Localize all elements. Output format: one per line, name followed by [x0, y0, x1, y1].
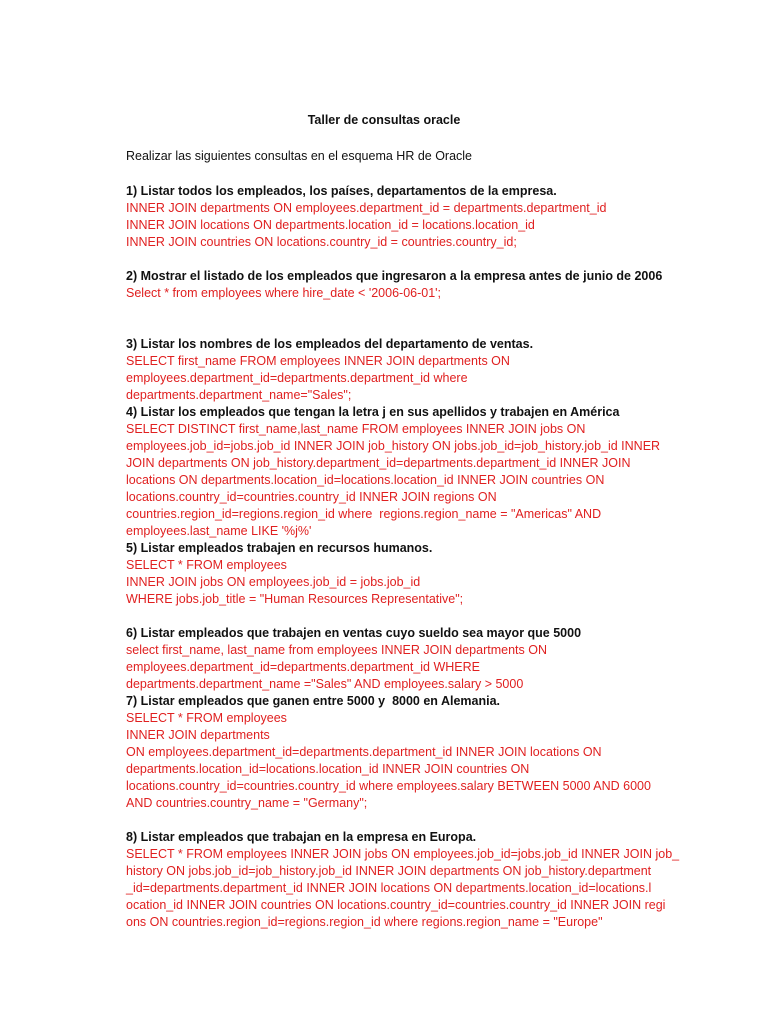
question-6: 6) Listar empleados que trabajen en ventas cuyo sueldo sea mayor que 5000 — [126, 626, 582, 640]
sql-answer-8: SELECT * FROM employees INNER JOIN jobs ON employees.job_id=jobs.job_id INNER JOIN job_ history ON jobs.job_id=job_history.job_id INNER JOIN departments ON job_history.department _id=departments.department_id INNER JOIN locations ON departments.location_id=locations.l ocation_id INNER JOIN countries ON locations.country_id=countries.country_id INNER JOIN regi ons ON countries.region_id=regions.region_id where regions.region_name = "Europe" — [126, 847, 680, 929]
question-8: 8) Listar empleados que trabajan en la empresa en Europa. — [126, 830, 477, 844]
question-1: 1) Listar todos los empleados, los países, departamentos de la empresa. — [126, 184, 557, 198]
spacer — [126, 608, 708, 625]
question-7: 7) Listar empleados que ganen entre 5000 y 8000 en Alemania. — [126, 694, 500, 708]
sql-answer-3: SELECT first_name FROM employees INNER JOIN departments ON employees.department_id=departments.department_id where departments.department_name="Sales"; — [126, 354, 510, 402]
spacer — [126, 251, 708, 268]
sql-answer-7: SELECT * FROM employees INNER JOIN departments ON employees.department_id=departments.department_id INNER JOIN locations ON departments.location_id=locations.location_id INNER JOIN countries ON locations.country_id=countries.country_id where employees.salary BETWEEN 5000 AND 6000 AND countries.country_name = "Germany"; — [126, 711, 651, 810]
question-2: 2) Mostrar el listado de los empleados que ingresaron a la empresa antes de junio de 2006 — [126, 269, 663, 283]
sql-answer-4: SELECT DISTINCT first_name,last_name FROM employees INNER JOIN jobs ON employees.job_id=jobs.job_id INNER JOIN job_history ON jobs.job_id=job_history.job_id INNER JOIN departments ON job_history.department_id=departments.department_id INNER JOIN locations ON departments.location_id=locations.location_id INNER JOIN countries ON locations.country_id=countries.country_id INNER JOIN regions ON countries.region_id=regions.region_id where regions.region_name = "Americas" AND employees.last_name LIKE '%j%' — [126, 422, 661, 538]
document-title: Taller de consultas oracle — [307, 113, 461, 127]
sql-answer-2: Select * from employees where hire_date < '2006-06-01'; — [126, 286, 442, 300]
question-3: 3) Listar los nombres de los empleados del departamento de ventas. — [126, 337, 534, 351]
sql-answer-1: INNER JOIN departments ON employees.department_id = departments.department_id INNER JOIN locations ON departments.location_id = locations.location_id INNER JOIN countries ON locations.country_id = countries.country_id; — [126, 201, 607, 249]
sql-answer-6: select first_name, last_name from employees INNER JOIN departments ON employees.department_id=departments.department_id WHERE departments.department_name ="Sales" AND employees.salary > 5000 — [126, 643, 547, 691]
question-5: 5) Listar empleados trabajen en recursos humanos. — [126, 541, 433, 555]
document-intro: Realizar las siguientes consultas en el esquema HR de Oracle — [126, 149, 473, 163]
sql-answer-5: SELECT * FROM employees INNER JOIN jobs ON employees.job_id = jobs.job_id WHERE jobs.job_title = "Human Resources Representative"; — [126, 558, 464, 606]
question-4: 4) Listar los empleados que tengan la letra j en sus apellidos y trabajen en América — [126, 405, 620, 419]
spacer — [126, 812, 708, 829]
spacer — [126, 302, 708, 336]
